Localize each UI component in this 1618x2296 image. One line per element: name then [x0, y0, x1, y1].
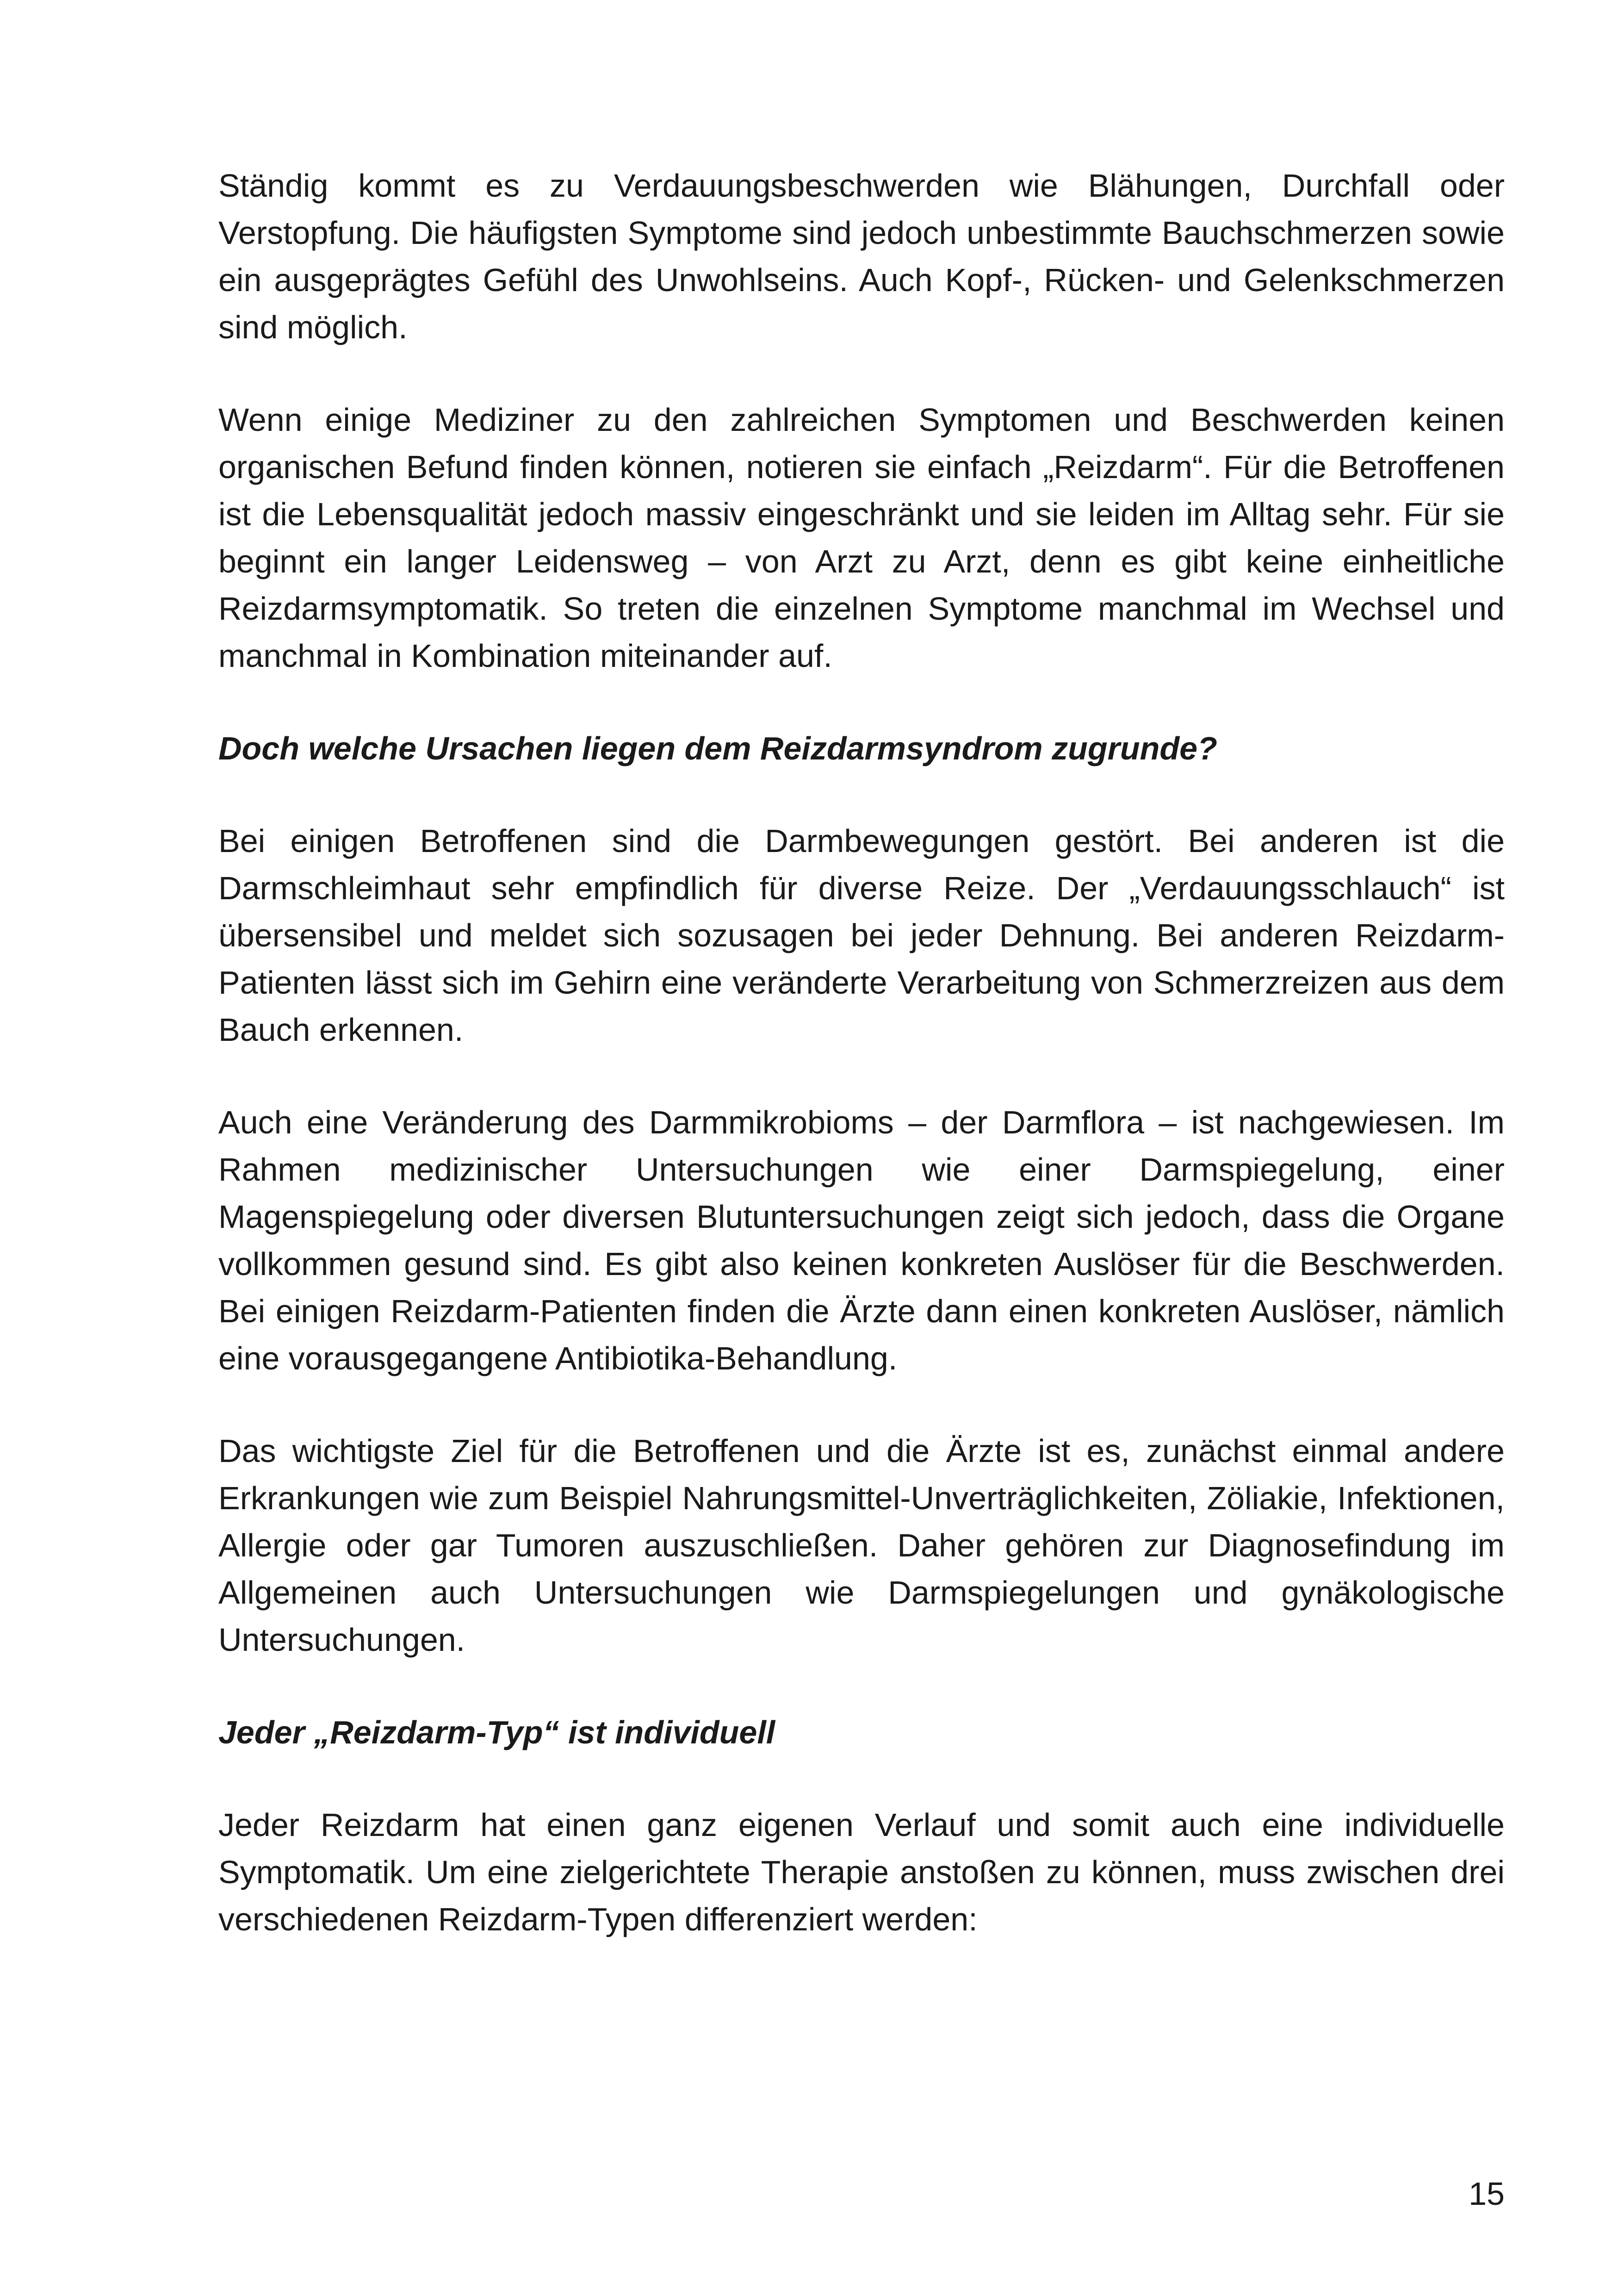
paragraph-diagnosis: Wenn einige Mediziner zu den zahlreichen Symptomen und Beschwerden keinen organischen Befund finden können, notieren sie einfach „Reizdarm“. Für die Betroffenen ist die Lebensqualität jedoch massiv eingeschränkt und sie leiden im Alltag sehr. Für sie beginnt ein langer Leidensweg – von Arzt zu Arzt, denn es gibt keine einheitliche Reizdarmsymptomatik. So treten die einzelnen Symptome manchmal im Wechsel und manchmal in Kombination miteinander auf.: [218, 402, 1505, 674]
page-number: 15: [1469, 2176, 1505, 2212]
heading-causes: Doch welche Ursachen liegen dem Reizdarmsyndrom zugrunde?: [218, 730, 1217, 766]
heading-types: Jeder „Reizdarm-Typ“ ist individuell: [218, 1714, 775, 1750]
paragraph-goal: Das wichtigste Ziel für die Betroffenen und die Ärzte ist es, zunächst einmal andere Erkrankungen wie zum Beispiel Nahrungsmittel-Unverträglichkeiten, Zöliakie, Infektionen, Allergie oder gar Tumoren auszuschließen. Daher gehören zur Diagnosefindung im Allgemeinen auch Untersuchungen wie Darmspiegelungen und gynäkologische Untersuchungen.: [218, 1433, 1505, 1658]
paragraph-symptoms: Ständig kommt es zu Verdauungsbeschwerden wie Blähungen, Durchfall oder Verstopfung. Die häufigsten Symptome sind jedoch unbestimmte Bauchschmerzen sowie ein ausgeprägtes Gefühl des Unwohlseins. Auch Kopf-, Rücken- und Gelenkschmerzen sind möglich.: [218, 168, 1505, 345]
page-content: [218, 162, 1505, 1988]
paragraph-bowel-movements: Bei einigen Betroffenen sind die Darmbewegungen gestört. Bei anderen ist die Darmschleimhaut sehr empfindlich für diverse Reize. Der „Verdauungsschlauch“ ist übersensibel und meldet sich sozusagen bei jeder Dehnung. Bei anderen Reizdarm-Patienten lässt sich im Gehirn eine veränderte Verarbeitung von Schmerzreizen aus dem Bauch erkennen.: [218, 823, 1505, 1048]
paragraph-types-intro: Jeder Reizdarm hat einen ganz eigenen Verlauf und somit auch eine individuelle Symptomatik. Um eine zielgerichtete Therapie anstoßen zu können, muss zwischen drei verschiedenen Reizdarm-Typen differenziert werden:: [218, 1807, 1505, 1937]
paragraph-microbiome: Auch eine Veränderung des Darmmikrobioms – der Darmflora – ist nachgewiesen. Im Rahmen medizinischer Untersuchungen wie einer Darmspiegelung, einer Magenspiegelung oder diversen Blutuntersuchungen zeigt sich jedoch, dass die Organe vollkommen gesund sind. Es gibt also keinen konkreten Auslöser für die Beschwerden. Bei einigen Reizdarm-Patienten finden die Ärzte dann einen konkreten Auslöser, nämlich eine vorausgegangene Antibiotika-Behandlung.: [218, 1104, 1505, 1376]
